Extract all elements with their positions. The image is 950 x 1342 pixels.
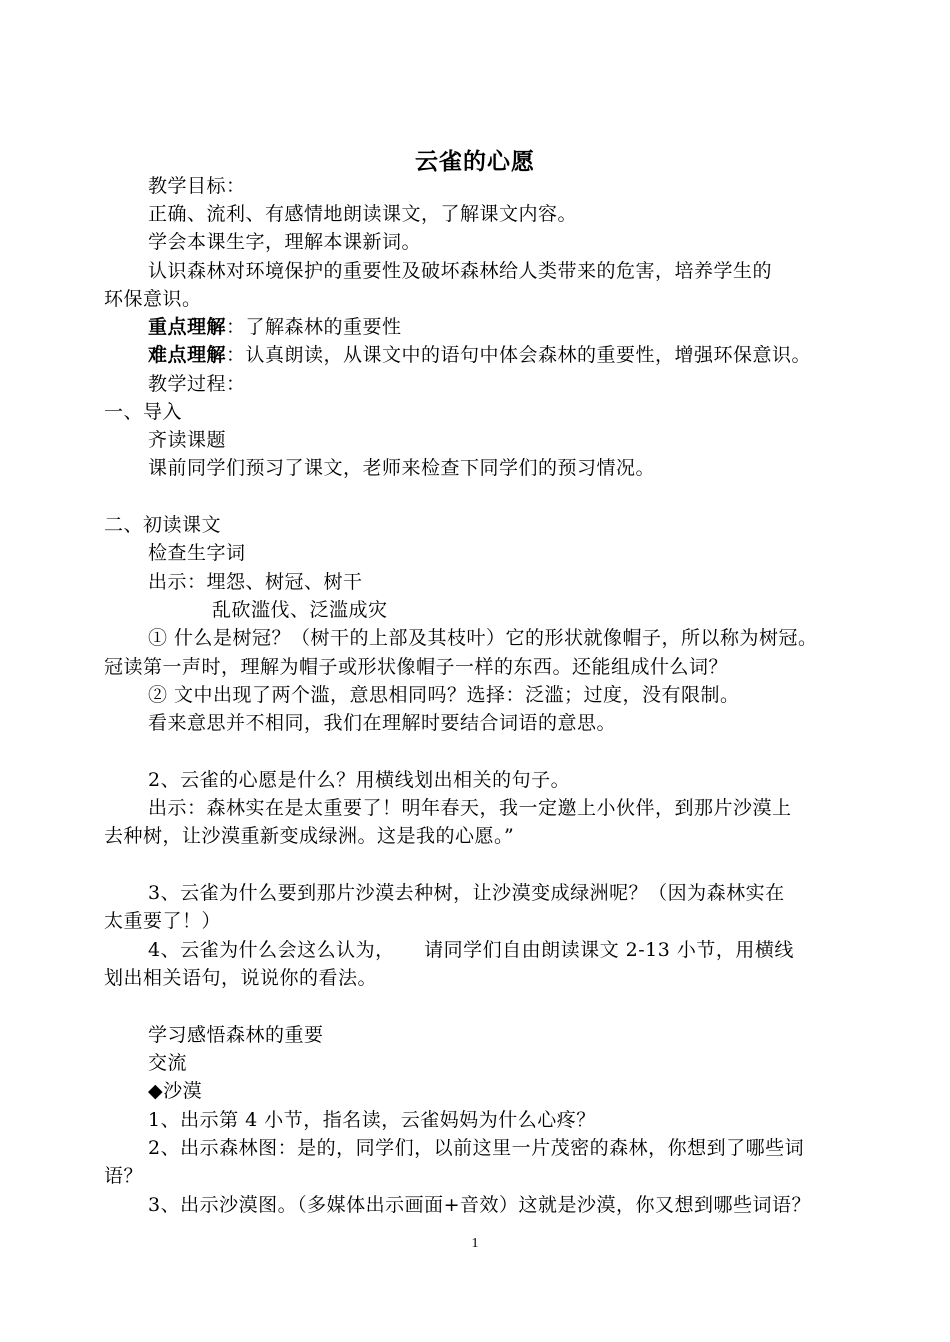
text-line: 教学目标： — [148, 175, 246, 197]
difficult-point-label: 难点理解 — [148, 344, 227, 366]
text-line: 课前同学们预习了课文，老师来检查下同学们的预习情况。 — [148, 457, 656, 479]
text-line: 认识森林对环境保护的重要性及破坏森林给人类带来的危害，培养学生的 — [148, 260, 773, 282]
text-line: 齐读课题 — [148, 429, 227, 451]
text-line: 环保意识。 — [104, 288, 202, 310]
text-line: 冠读第一声时，理解为帽子或形状像帽子一样的东西。还能组成什么词？ — [104, 656, 729, 678]
text-line: 3、出示沙漠图。（多媒体出示画面+音效）这就是沙漠，你又想到哪些词语？ — [148, 1194, 812, 1216]
text-line: ② 文中出现了两个滥，意思相同吗？选择：泛滥；过度，没有限制。 — [148, 684, 740, 706]
text-line: 2、云雀的心愿是什么？用横线划出相关的句子。 — [148, 769, 571, 791]
section-heading: 一、导入 — [104, 401, 183, 423]
text-line: 乱砍滥伐、泛滥成灾 — [212, 599, 388, 621]
text-line: 划出相关语句，说说你的看法。 — [104, 967, 378, 989]
text-line: 出示：森林实在是太重要了！明年春天，我一定邀上小伙伴，到那片沙漠上 — [148, 797, 792, 819]
text-line: 3、云雀为什么要到那片沙漠去种树，让沙漠变成绿洲呢？（因为森林实在 — [148, 882, 785, 904]
text-line: 语？ — [104, 1165, 144, 1187]
key-point-text: ：了解森林的重要性 — [226, 316, 402, 338]
key-point-line — [148, 315, 402, 339]
text-line: 2、出示森林图：是的，同学们，以前这里一片茂密的森林，你想到了哪些词 — [148, 1137, 805, 1159]
text-line: ◆沙漠 — [148, 1080, 203, 1102]
text-line: 检查生字词 — [148, 542, 246, 564]
page-title: 云雀的心愿 — [415, 149, 535, 175]
key-point-label: 重点理解 — [148, 316, 227, 338]
text-line: 太重要了！） — [104, 910, 222, 932]
text-line: 交流 — [148, 1052, 188, 1074]
text-line: 看来意思并不相同，我们在理解时要结合词语的意思。 — [148, 712, 617, 734]
text-line: 出示：埋怨、树冠、树干 — [148, 571, 363, 593]
difficult-point-line — [148, 343, 811, 367]
text-line: 学习感悟森林的重要 — [148, 1024, 324, 1046]
page-number: 1 — [471, 1236, 479, 1251]
text-line: 学会本课生字，理解本课新词。 — [148, 231, 422, 253]
text-line: ① 什么是树冠？（树干的上部及其枝叶）它的形状就像帽子，所以称为树冠。 — [148, 627, 818, 649]
difficult-point-text: ：认真朗读，从课文中的语句中体会森林的重要性，增强环保意识。 — [226, 344, 812, 366]
text-line: 1、出示第 4 小节，指名读，云雀妈妈为什么心疼？ — [148, 1109, 596, 1131]
text-line: 正确、流利、有感情地朗读课文，了解课文内容。 — [148, 203, 578, 225]
text-line: 教学过程： — [148, 373, 246, 395]
text-line: 4、云雀为什么会这么认为， 请同学们自由朗读课文 2-13 小节，用横线 — [148, 939, 794, 961]
text-line: 去种树，让沙漠重新变成绿洲。这是我的心愿。” — [104, 825, 515, 847]
section-heading: 二、初读课文 — [104, 514, 222, 536]
